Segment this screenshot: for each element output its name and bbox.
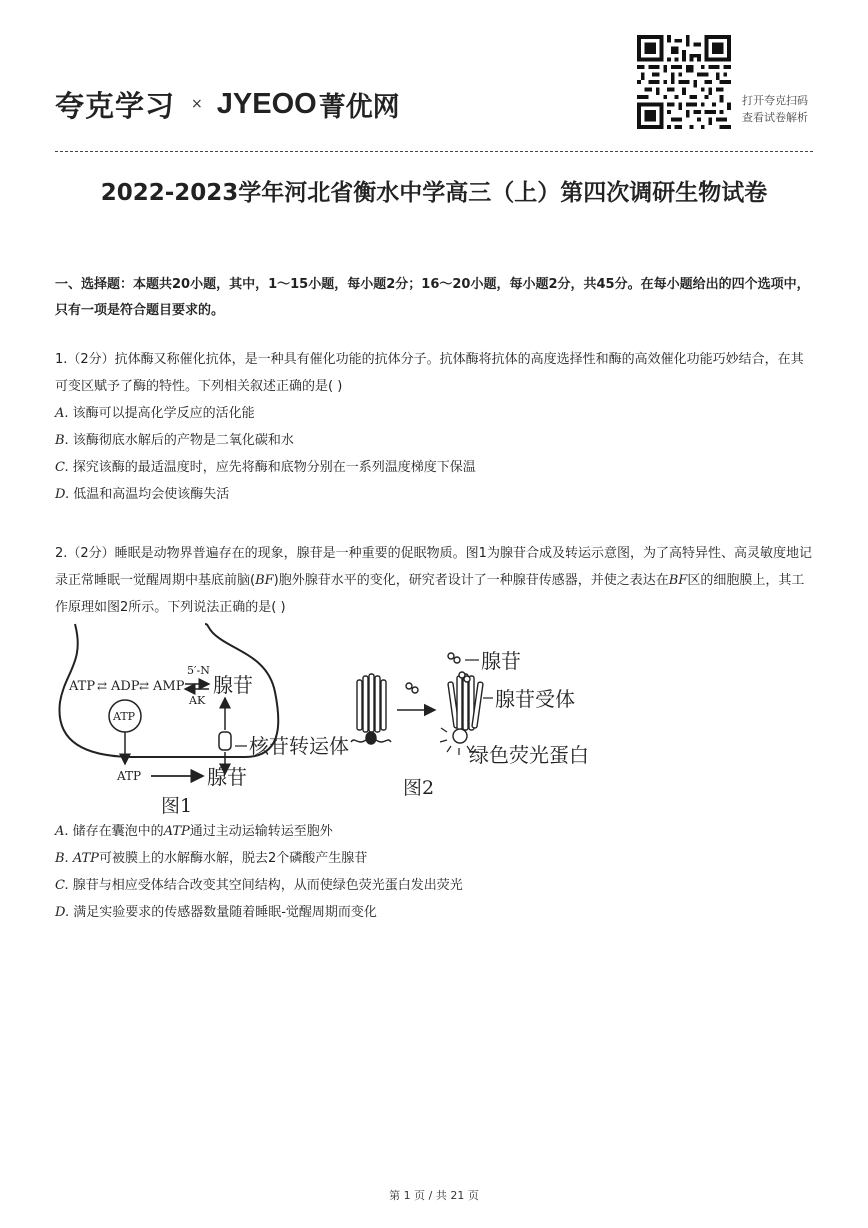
fig-enzyme-top: 5′-N <box>187 664 210 677</box>
fig-adenosine-out: 腺苷 <box>207 765 247 789</box>
q1-option-d[interactable]: D. 低温和高温均会使该酶失活 <box>55 487 230 502</box>
fig2-caption: 图2 <box>403 777 435 799</box>
fig-adp: ADP <box>111 679 140 694</box>
header-divider <box>55 151 813 152</box>
qr-caption <box>742 92 808 126</box>
question-1-stem: 1.（2分）抗体酶又称催化抗体，是一种具有催化功能的抗体分子。抗体酶将抗体的高度选择性和酶的高效催化功能巧妙结合，在其可变区赋予了酶的特性。下列相关叙述正确的是( ) <box>55 352 804 394</box>
fig-amp: AMP <box>153 679 185 694</box>
question-2-options <box>55 818 815 926</box>
q2-option-c[interactable]: C. 腺苷与相应受体结合改变其空间结构，从而使绿色荧光蛋白发出荧光 <box>55 878 463 893</box>
brand-logo <box>55 84 400 124</box>
q1-option-a[interactable]: A. 该酶可以提高化学反应的活化能 <box>55 406 255 421</box>
fig1-caption: 图1 <box>161 795 193 817</box>
fig-transporter-label: 核苷转运体 <box>249 734 349 758</box>
q2-option-a[interactable]: A. 储存在囊泡中的ATP通过主动运输转运至胞外 <box>55 824 333 839</box>
fig2-floating-adenosine <box>406 683 418 693</box>
question-1 <box>55 346 815 508</box>
q2-option-b[interactable]: B. ATP可被膜上的水解酶水解，脱去2个磷酸产生腺苷 <box>55 851 368 866</box>
brand-jyeoo-cn: 菁优网 <box>318 91 400 123</box>
q1-option-c[interactable]: C. 探究该酶的最适温度时，应先将酶和底物分别在一系列温度梯度下保温 <box>55 460 476 475</box>
fig-atp-out: ATP <box>117 769 142 783</box>
fig-exchange-arrow-2: ⇄ <box>139 679 150 693</box>
fig2-top-adenosine <box>448 653 460 663</box>
fig2-receptor-label: 腺苷受体 <box>495 687 575 711</box>
fig-adenosine-in: 腺苷 <box>213 673 253 697</box>
page-title: 2022-2023学年河北省衡水中学高三（上）第四次调研生物试卷 <box>100 180 768 206</box>
qr-code-icon[interactable] <box>637 35 731 129</box>
brand-jyeoo: JYEOO <box>216 87 317 120</box>
fig-atp-vesicle: ATP <box>113 710 136 723</box>
q1-option-b[interactable]: B. 该酶彻底水解后的产物是二氧化碳和水 <box>55 433 294 448</box>
q2-option-d[interactable]: D. 满足实验要求的传感器数量随着睡眠-觉醒周期而变化 <box>55 905 377 920</box>
brand-quark: 夸克学习 <box>55 88 176 123</box>
fig-enzyme-bottom: AK <box>189 694 206 707</box>
fig-exchange-arrow-1: ⇄ <box>97 679 108 693</box>
adenosine-figure <box>55 622 595 820</box>
question-2 <box>55 540 815 621</box>
fig2-adenosine-label: 腺苷 <box>481 649 521 673</box>
brand-separator: × <box>191 96 203 112</box>
page-footer: 第 1 页 / 共 21 页 <box>389 1189 479 1202</box>
question-2-stem: 2.（2分）睡眠是动物界普遍存在的现象，腺苷是一种重要的促眠物质。图1为腺苷合成及转运示意图，为了高特异性、高灵敏度地记录正常睡眠一觉醒周期中基底前脑(BF)胞外腺苷水平的变化，研究者设计了一种腺苷传感器，并使之表达在BF区的细胞膜上，其工作原理如图2所示。下列说法正确的是( ) <box>55 546 812 615</box>
fig-transporter <box>219 732 231 750</box>
fig-atp-1: ATP <box>69 679 96 694</box>
qr-caption-line-1: 打开夸克扫码 <box>742 94 808 107</box>
fig2-receptor-inactive <box>351 674 391 744</box>
fig2-receptor-active <box>448 672 483 743</box>
qr-caption-line-2: 查看试卷解析 <box>742 111 808 124</box>
fig2-gfp-label: 绿色荧光蛋白 <box>469 743 589 767</box>
section-heading: 一、选择题：本题共20小题，其中，1～15小题，每小题2分；16～20小题，每小题2分，共45分。在每小题给出的四个选项中，只有一项是符合题目要求的。 <box>55 277 810 318</box>
